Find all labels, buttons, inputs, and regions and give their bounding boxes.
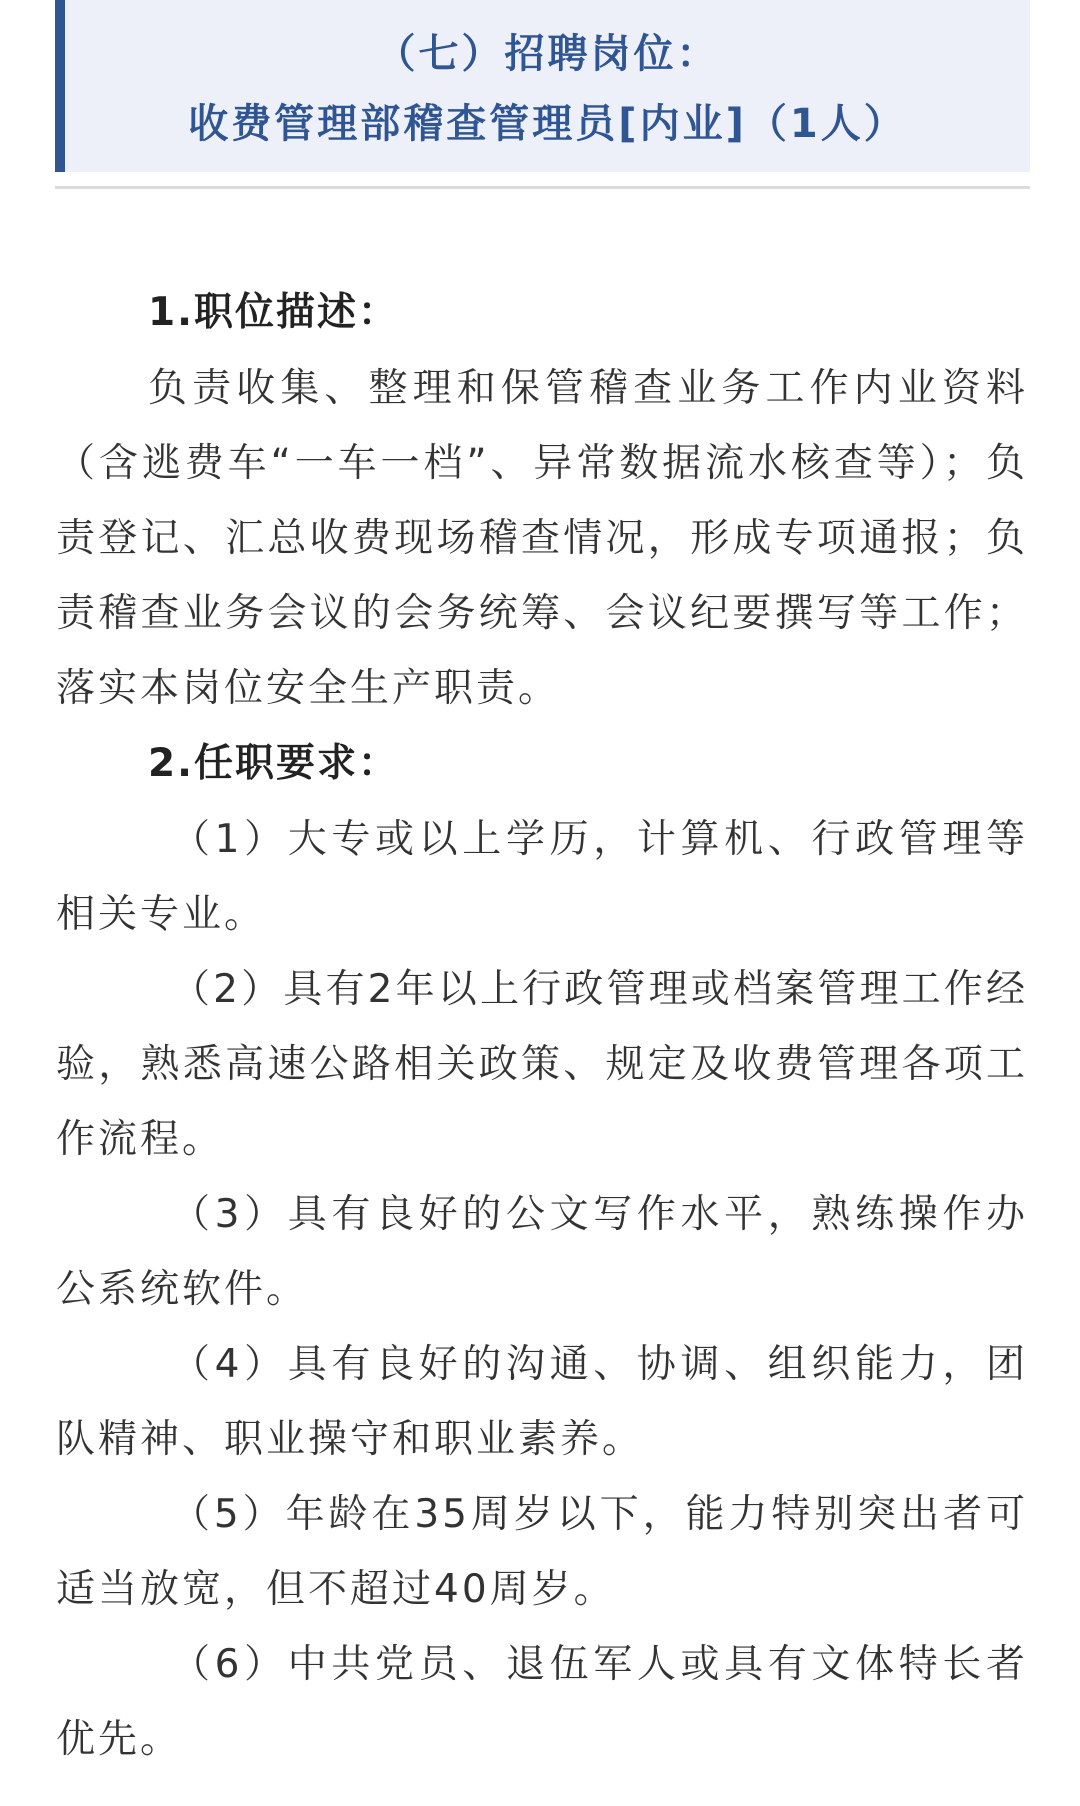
- requirement-item-4: （4）具有良好的沟通、协调、组织能力，团队精神、职业操守和职业素养。: [56, 1342, 1028, 1462]
- position-header: [55, 0, 1030, 172]
- requirements-heading: 2.任职要求：: [148, 741, 399, 786]
- job-description-heading: 1.职位描述：: [148, 290, 399, 335]
- header-divider: [55, 186, 1030, 189]
- job-content: [56, 275, 1028, 1777]
- requirement-item-2: （2）具有2年以上行政管理或档案管理工作经验，熟悉高速公路相关政策、规定及收费管理各项工作流程。: [56, 967, 1028, 1162]
- requirement-item-6: （6）中共党员、退伍军人或具有文体特长者优先。: [56, 1642, 1028, 1762]
- requirement-item-1: （1）大专或以上学历，计算机、行政管理等相关专业。: [56, 817, 1028, 937]
- requirement-item-3: （3）具有良好的公文写作水平，熟练操作办公系统软件。: [56, 1192, 1028, 1312]
- requirement-item-5: （5）年龄在35周岁以下，能力特别突出者可适当放宽，但不超过40周岁。: [56, 1492, 1028, 1612]
- position-title: 收费管理部稽查管理员[内业]（1人）: [188, 101, 907, 147]
- job-description-text: 负责收集、整理和保管稽查业务工作内业资料（含逃费车“一车一档”、异常数据流水核查等）；负责登记、汇总收费现场稽查情况，形成专项通报；负责稽查业务会议的会务统筹、会议纪要撰写等工作；落实本岗位安全生产职责。: [56, 366, 1028, 711]
- position-section-label: （七）招聘岗位：: [375, 31, 720, 77]
